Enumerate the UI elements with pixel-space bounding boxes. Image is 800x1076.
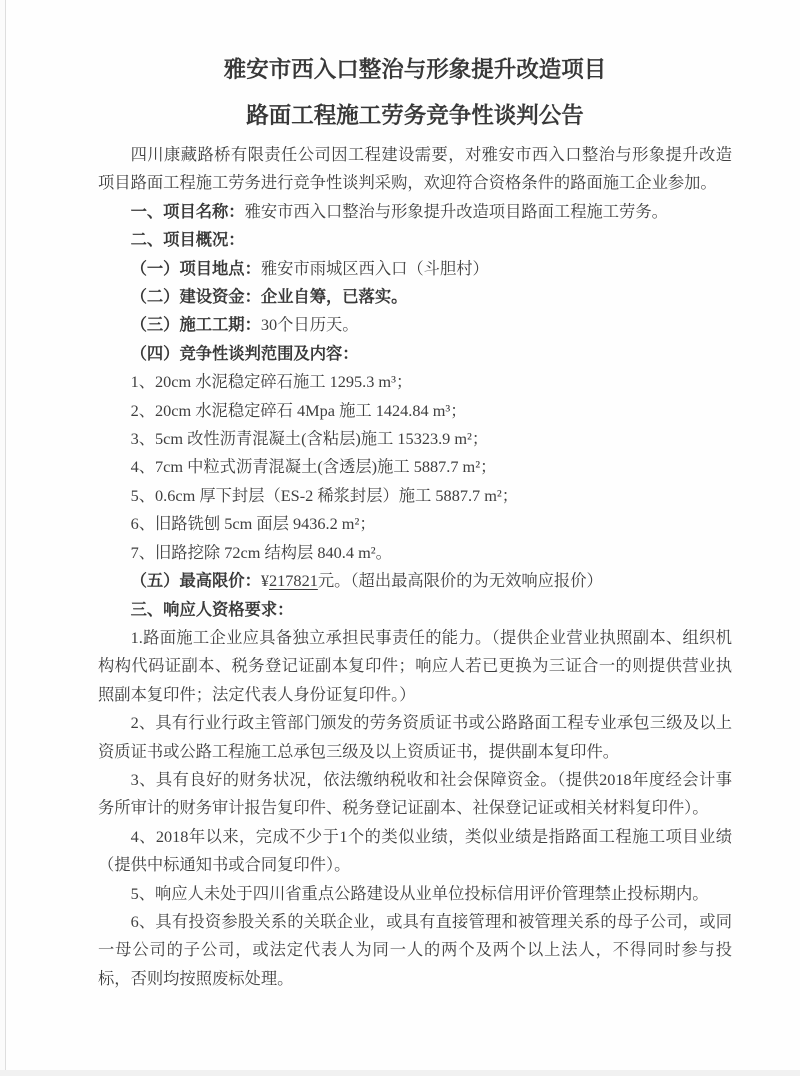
qualification-item-5: 5、响应人未处于四川省重点公路建设从业单位投标信用评价管理禁止投标期内。 — [130, 883, 709, 903]
location-value: 雅安市雨城区西入口（斗胆村） — [260, 258, 489, 278]
scope-item-5: 5、0.6cm 厚下封层（ES-2 稀浆封层）施工 5887.7 m²； — [130, 485, 519, 505]
project-name-value: 雅安市西入口整治与形象提升改造项目路面工程施工劳务。 — [244, 201, 668, 221]
document-page — [5, 0, 800, 1070]
location-line — [98, 255, 732, 283]
price-note: （超出最高限价的为无效响应报价） — [350, 571, 603, 591]
qualification-heading: 三、响应人资格要求： — [130, 599, 294, 619]
price-unit: 元。 — [317, 571, 351, 591]
scope-item-3: 3、5cm 改性沥青混凝土(含粘层)施工 15323.9 m²； — [130, 429, 489, 449]
scope-item-7: 7、旧路挖除 72cm 结构层 840.4 m²。 — [130, 542, 392, 562]
qualification-item-4: 4、2018年以来，完成不少于1个的类似业绩，类似业绩是指路面工程施工项目业绩（提供中标通知书或合同复印件）。 — [98, 826, 732, 875]
qualification-item-3: 3、具有良好的财务状况，依法缴纳税收和社会保障资金。（提供2018年度经会计事务所审计的财务审计报告复印件、税务登记证副本、社保登记证或相关材料复印件）。 — [98, 769, 732, 818]
project-name-label: 一、项目名称： — [130, 201, 245, 221]
price-label: （五）最高限价： — [130, 571, 261, 591]
funding-label: （二）建设资金： — [130, 287, 261, 307]
scope-item-1: 1、20cm 水泥稳定碎石施工 1295.3 m³； — [130, 372, 413, 392]
doc-title-line1: 雅安市西入口整治与形象提升改造项目 — [223, 57, 607, 82]
overview-heading: 二、项目概况： — [130, 230, 245, 250]
page-bottom-edge — [0, 1070, 800, 1076]
currency-symbol: ¥ — [260, 571, 269, 591]
qualification-item-1: 1.路面施工企业应具备独立承担民事责任的能力。（提供企业营业执照副本、组织机构构代码证副本、税务登记证副本复印件；响应人若已更换为三证合一的则提供营业执照副本复印件；法定代表人身份证复印件。） — [98, 627, 732, 704]
qualification-item-6: 6、具有投资参股关系的关联企业，或具有直接管理和被管理关系的母子公司，或同一母公司的子公司，或法定代表人为同一人的两个及两个以上法人，不得同时参与投标，否则均按照废标处理。 — [98, 911, 732, 988]
duration-line — [98, 311, 732, 339]
project-name-line — [98, 198, 732, 226]
doc-title-line2: 路面工程施工劳务竞争性谈判公告 — [246, 103, 584, 128]
document-body — [98, 141, 732, 993]
scope-item-6: 6、旧路铣刨 5cm 面层 9436.2 m²； — [130, 514, 376, 534]
funding-value: 企业自筹，已落实。 — [260, 287, 408, 307]
location-label: （一）项目地点： — [130, 258, 261, 278]
scope-item-4: 4、7cm 中粒式沥青混凝土(含透层)施工 5887.7 m²； — [130, 457, 497, 477]
duration-value: 30个日历天。 — [260, 315, 359, 335]
duration-label: （三）施工工期： — [130, 315, 261, 335]
qualification-item-2: 2、具有行业行政主管部门颁发的劳务资质证书或公路路面工程专业承包三级及以上资质证书或公路工程施工总承包三级及以上资质证书，提供副本复印件。 — [98, 713, 732, 761]
scope-item-2: 2、20cm 水泥稳定碎石 4Mpa 施工 1424.84 m³； — [130, 400, 467, 420]
intro-paragraph: 四川康藏路桥有限责任公司因工程建设需要，对雅安市西入口整治与形象提升改造项目路面工程施工劳务进行竞争性谈判采购，欢迎符合资格条件的路面施工企业参加。 — [98, 145, 732, 193]
price-line — [98, 567, 732, 595]
price-amount: 217821 — [269, 571, 318, 591]
document-content — [98, 0, 732, 993]
scope-heading: （四）竞争性谈判范围及内容： — [130, 343, 359, 363]
funding-line — [98, 283, 732, 311]
